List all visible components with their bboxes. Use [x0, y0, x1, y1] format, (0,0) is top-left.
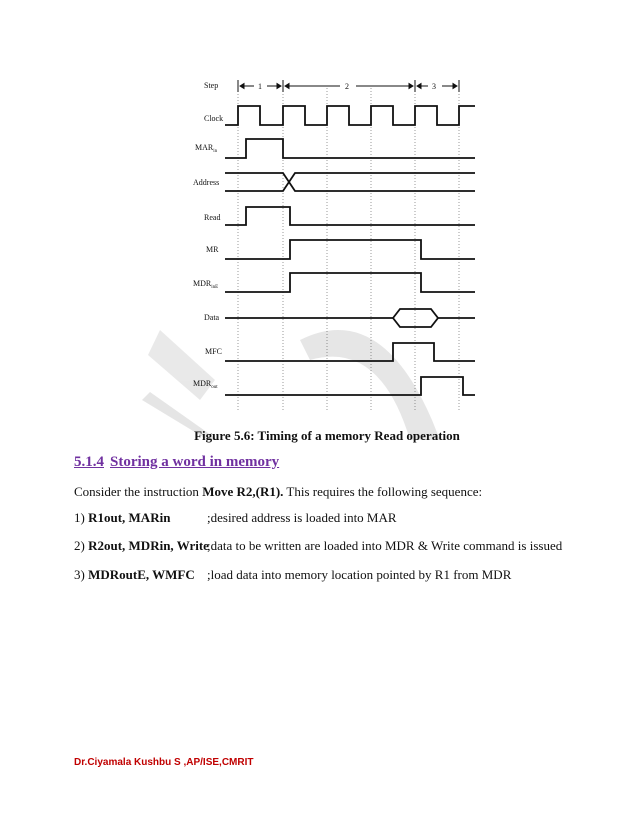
- address-waveform: [225, 173, 475, 191]
- read-waveform: [225, 207, 475, 225]
- intro-instruction: Move R2,(R1).: [202, 484, 284, 499]
- step-action: MDRoutE, WMFC: [88, 567, 195, 582]
- label-read: Read: [204, 213, 221, 222]
- section-heading: [74, 454, 279, 471]
- section-title: Storing a word in memory: [110, 454, 280, 470]
- label-address: Address: [193, 178, 220, 187]
- label-mdr-out: $MDR_{out}$: [193, 379, 218, 390]
- intro-paragraph: [74, 484, 482, 500]
- figure-caption: Figure 5.6: Timing of a memory Read operation: [194, 428, 460, 443]
- step-2-label: 2: [345, 82, 349, 91]
- label-mr: MR: [206, 245, 219, 254]
- step-description: ;load data into memory location pointed by R1 from MDR: [207, 567, 512, 582]
- step-action: R1out, MARin: [88, 510, 171, 525]
- sequence-step-3: [74, 567, 511, 583]
- label-clock: Clock: [204, 114, 224, 123]
- intro-prefix: Consider the instruction: [74, 484, 203, 499]
- mr-waveform: [225, 240, 475, 259]
- page-footer: Dr.Ciyamala Kushbu S ,AP/ISE,CMRIT: [74, 757, 254, 768]
- step-number: 1): [74, 510, 89, 525]
- step-1-label: 1: [258, 82, 262, 91]
- label-mdr-ine: $MDR_{inE}$: [193, 279, 219, 290]
- mdr-out-waveform: [225, 377, 475, 395]
- label-mfc: MFC: [205, 347, 222, 356]
- watermark: [142, 330, 440, 440]
- grid-lines: [238, 88, 459, 412]
- section-number: 5.1.4: [74, 454, 104, 470]
- mar-in-waveform: [225, 139, 475, 158]
- step-3-label: 3: [432, 82, 436, 91]
- step-number: 2): [74, 538, 89, 553]
- sequence-step-1: [74, 510, 397, 526]
- step-number: 3): [74, 567, 89, 582]
- step-description: ;data to be written are loaded into MDR & Write command is issued: [207, 538, 563, 553]
- step-description: ;desired address is loaded into MAR: [207, 510, 397, 525]
- label-step: Step: [204, 81, 219, 90]
- label-data: Data: [204, 313, 220, 322]
- mdr-ine-waveform: [225, 273, 475, 292]
- label-mar-in: $MAR_{in}$: [195, 143, 218, 154]
- signal-labels: [193, 81, 223, 390]
- clock-waveform: [225, 106, 475, 125]
- sequence-step-2: [74, 538, 562, 554]
- intro-suffix: This requires the following sequence:: [283, 484, 483, 499]
- step-action: R2out, MDRin, Write: [88, 538, 209, 553]
- data-waveform: [225, 309, 475, 327]
